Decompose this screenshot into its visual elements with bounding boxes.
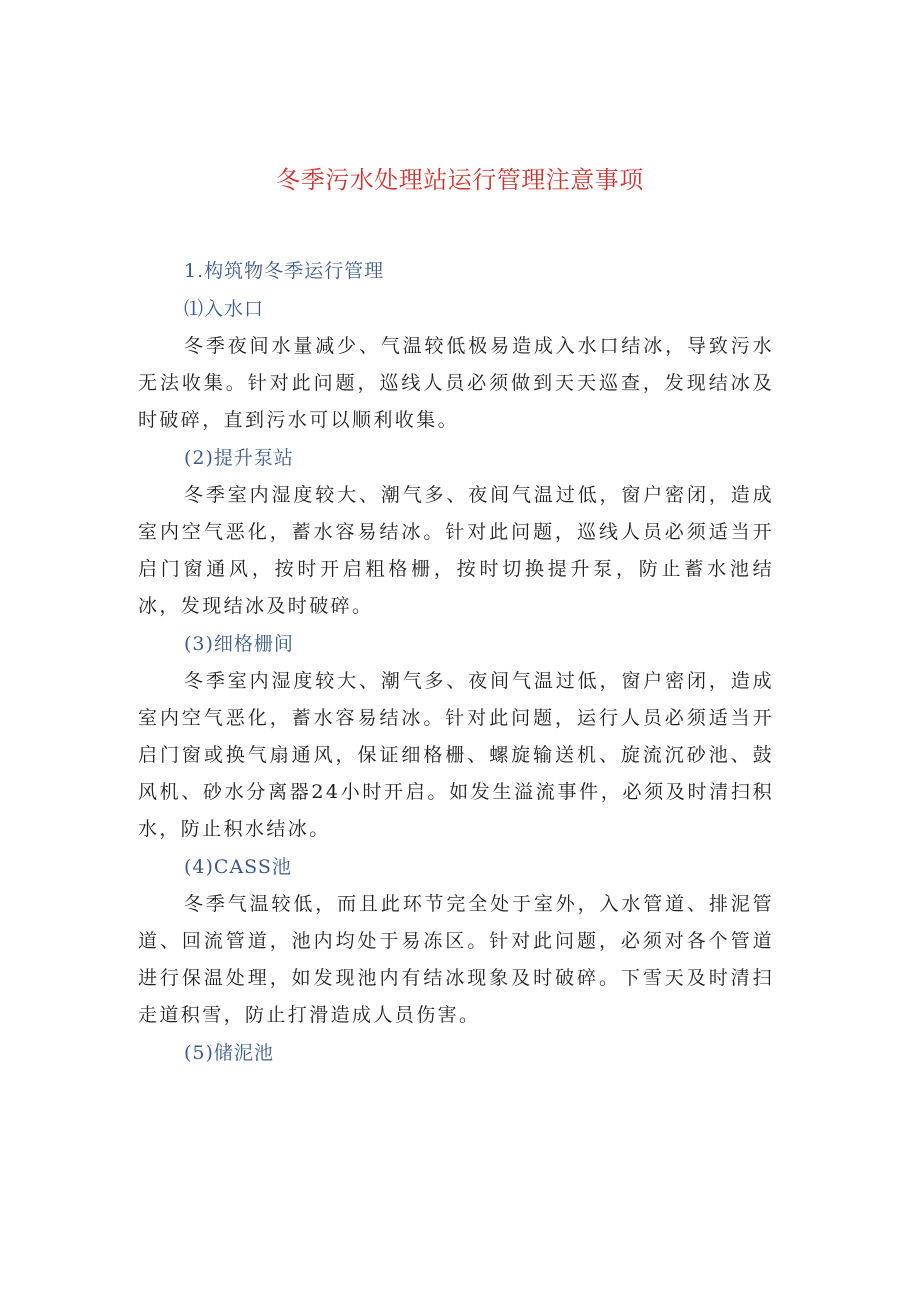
item-heading-fine-screen: (3)细格栅间 (184, 633, 294, 655)
page-title: 冬季污水处理站运行管理注意事项 (276, 166, 644, 194)
item-heading-inlet: ⑴入水口 (184, 298, 265, 320)
section-heading: 1.构筑物冬季运行管理 (184, 260, 385, 282)
item-heading-sludge-tank: (5)储泥池 (184, 1042, 274, 1064)
item-heading-pump-station: (2)提升泵站 (184, 447, 294, 469)
item-heading-cass-tank: (4)CASS池 (184, 856, 292, 878)
item-body-inlet: 冬季夜间水量减少、气温较低极易造成入水口结冰，导致污水无法收集。针对此问题，巡线人员必须做到天天巡查，发现结冰及时破碎，直到污水可以顺利收集。 (138, 335, 774, 431)
item-body-fine-screen: 冬季室内湿度较大、潮气多、夜间气温过低，窗户密闭，造成室内空气恶化，蓄水容易结冰。针对此问题，运行人员必须适当开启门窗或换气扇通风，保证细格栅、螺旋输送机、旋流沉砂池、鼓风机、砂水分离器24小时开启。如发生溢流事件，必须及时清扫积水，防止积水结冰。 (138, 670, 774, 840)
document-body (138, 252, 774, 1072)
item-body-pump-station: 冬季室内湿度较大、潮气多、夜间气温过低，窗户密闭，造成室内空气恶化，蓄水容易结冰。针对此问题，巡线人员必须适当开启门窗通风，按时开启粗格栅，按时切换提升泵，防止蓄水池结冰，发现结冰及时破碎。 (138, 484, 774, 617)
item-body-cass-tank: 冬季气温较低，而且此环节完全处于室外，入水管道、排泥管道、回流管道，池内均处于易冻区。针对此问题，必须对各个管道进行保温处理，如发现池内有结冰现象及时破碎。下雪天及时清扫走道积雪，防止打滑造成人员伤害。 (138, 893, 774, 1026)
